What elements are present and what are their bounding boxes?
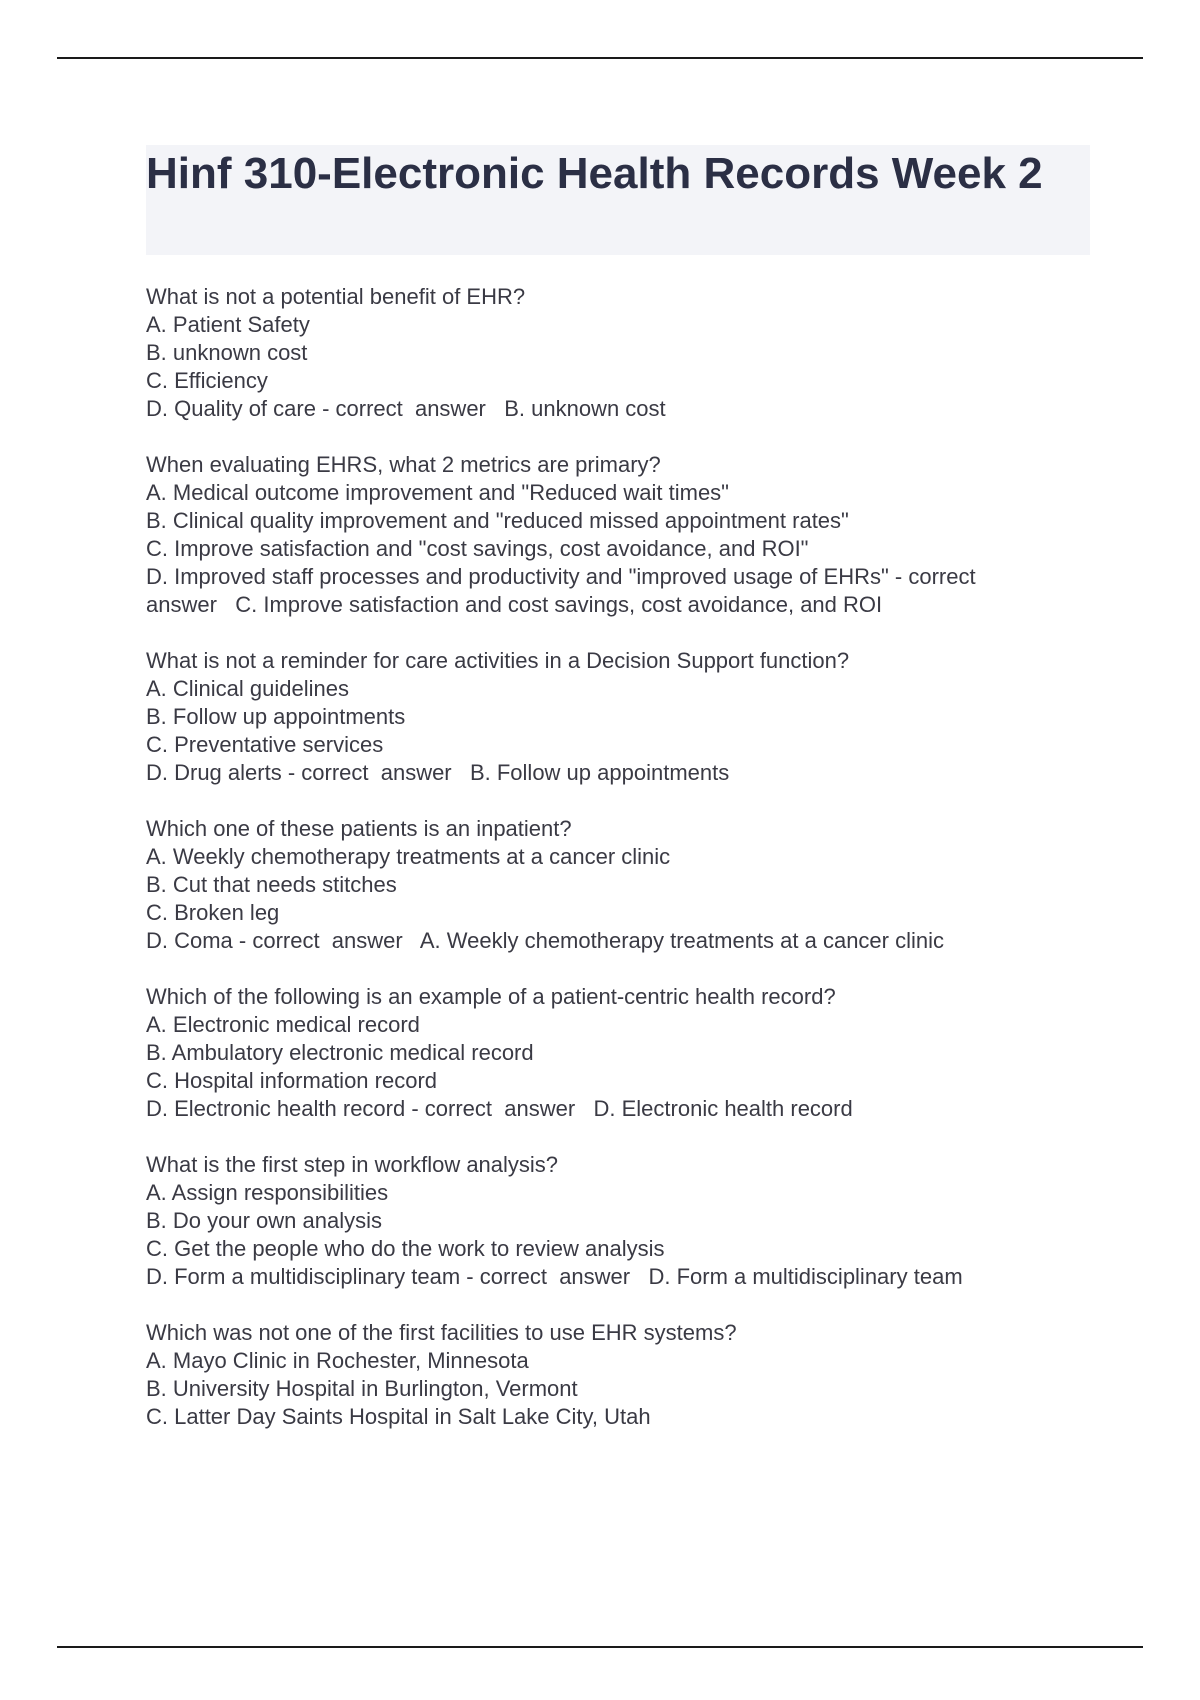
question-block	[146, 815, 1096, 955]
question-text: When evaluating EHRS, what 2 metrics are primary?	[146, 452, 661, 477]
question-text: Which of the following is an example of a patient-centric health record?	[146, 984, 836, 1009]
question-block	[146, 1151, 1096, 1291]
answer-option: C. Improve satisfaction and "cost savings, cost avoidance, and ROI"	[146, 536, 809, 561]
top-rule	[57, 57, 1143, 59]
answer-option: C. Preventative services	[146, 732, 384, 757]
page-title: Hinf 310-Electronic Health Records Week 2	[146, 149, 1043, 198]
question-block	[146, 647, 1096, 787]
question-block	[146, 983, 1096, 1123]
answer-option: C. Get the people who do the work to review analysis	[146, 1236, 665, 1261]
answer-option: C. Latter Day Saints Hospital in Salt Lake City, Utah	[146, 1404, 651, 1429]
answer-option: D. Improved staff processes and productivity and "improved usage of EHRs" - correct	[146, 564, 976, 589]
answer-option: D. Form a multidisciplinary team - correct answer D. Form a multidisciplinary team	[146, 1264, 963, 1289]
answer-option: B. Clinical quality improvement and "reduced missed appointment rates"	[146, 508, 849, 533]
answer-option: A. Weekly chemotherapy treatments at a cancer clinic	[146, 844, 671, 869]
answer-option: A. Electronic medical record	[146, 1012, 420, 1037]
answer-option: B. Follow up appointments	[146, 704, 406, 729]
answer-option: D. Quality of care - correct answer B. unknown cost	[146, 396, 666, 421]
answer-option: C. Broken leg	[146, 900, 280, 925]
question-list	[146, 283, 1096, 1459]
answer-option: A. Medical outcome improvement and "Reduced wait times"	[146, 480, 729, 505]
answer-option: D. Drug alerts - correct answer B. Follow up appointments	[146, 760, 730, 785]
question-text: Which one of these patients is an inpatient?	[146, 816, 572, 841]
answer-option: D. Electronic health record - correct answer D. Electronic health record	[146, 1096, 853, 1121]
question-text: What is not a potential benefit of EHR?	[146, 284, 526, 309]
answer-option: A. Clinical guidelines	[146, 676, 349, 701]
question-text: What is not a reminder for care activities in a Decision Support function?	[146, 648, 850, 673]
answer-option: B. Do your own analysis	[146, 1208, 382, 1233]
title-banner	[146, 145, 1090, 255]
question-text: Which was not one of the first facilities to use EHR systems?	[146, 1320, 737, 1345]
answer-option: C. Hospital information record	[146, 1068, 438, 1093]
answer-option: B. unknown cost	[146, 340, 308, 365]
answer-option: B. University Hospital in Burlington, Vermont	[146, 1376, 578, 1401]
bottom-rule	[57, 1646, 1143, 1648]
answer-option: C. Efficiency	[146, 368, 268, 393]
answer-option: A. Patient Safety	[146, 312, 310, 337]
answer-option: A. Mayo Clinic in Rochester, Minnesota	[146, 1348, 529, 1373]
answer-option: answer C. Improve satisfaction and cost savings, cost avoidance, and ROI	[146, 592, 883, 617]
answer-option: B. Ambulatory electronic medical record	[146, 1040, 534, 1065]
answer-option: D. Coma - correct answer A. Weekly chemotherapy treatments at a cancer clinic	[146, 928, 945, 953]
question-block	[146, 1319, 1096, 1431]
question-block	[146, 283, 1096, 423]
answer-option: A. Assign responsibilities	[146, 1180, 389, 1205]
answer-option: B. Cut that needs stitches	[146, 872, 397, 897]
question-block	[146, 451, 1096, 619]
question-text: What is the first step in workflow analysis?	[146, 1152, 559, 1177]
